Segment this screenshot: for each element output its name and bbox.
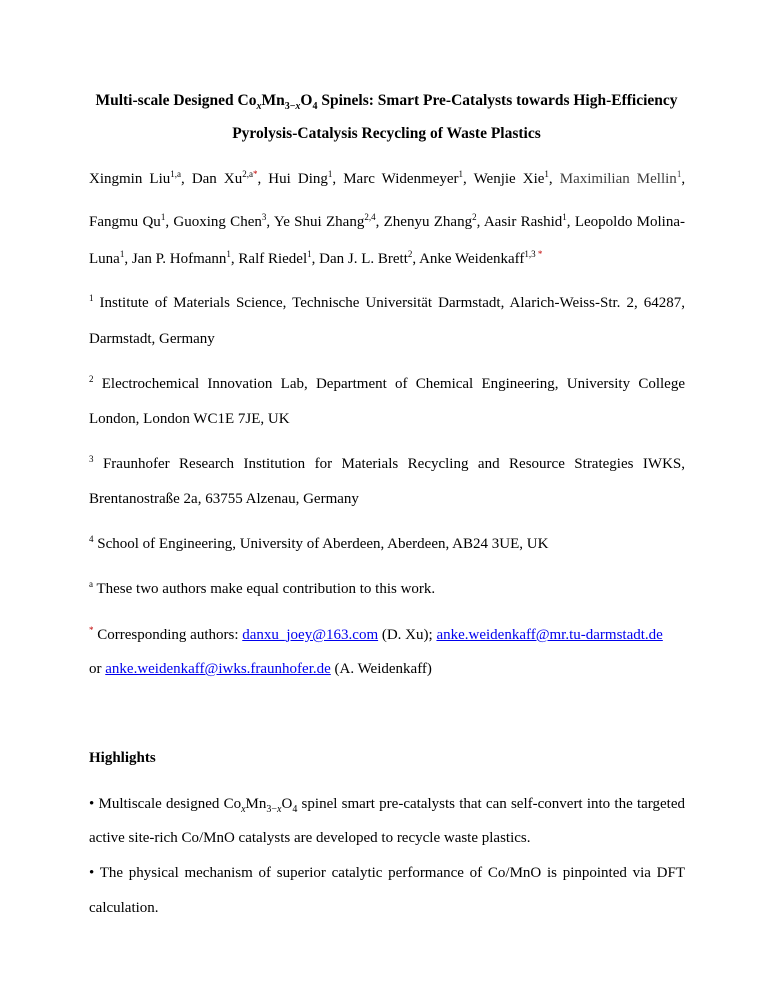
author-name: Dan Xu <box>191 171 243 187</box>
author-name: Guoxing Chen <box>173 214 262 230</box>
author-name: Jan P. Hofmann <box>131 251 227 267</box>
author-name: Marc Widenmeyer <box>343 171 459 187</box>
email-link-weidenkaff-tu[interactable]: anke.weidenkaff@mr.tu-darmstadt.de <box>436 627 663 643</box>
author-list-line-2: Fangmu Qu$^1$, Guoxing Chen$^3$, Ye Shui Zhang$^{2,4}$, Zhenyu Zhang$^2$, Aasir Rashid$^1$, Leopoldo Molina- <box>89 212 685 230</box>
author-name: Xingmin Liu <box>89 171 171 187</box>
author-name: Leopoldo Molina- <box>574 214 685 230</box>
author-name: Aasir Rashid <box>483 214 563 230</box>
highlight-2: • The physical mechanism of superior catalytic performance of Co/MnO is pinpointed via DFT <box>89 865 685 881</box>
author-list-line-3: Luna$^1$, Jan P. Hofmann$^1$, Ralf Riedel$^1$, Dan J. L. Brett$^2$, Anke Weidenkaff$^{1,3 *}$ <box>89 249 543 267</box>
corresponding-star: * <box>252 169 258 179</box>
corresponding-authors-cont: or anke.weidenkaff@iwks.fraunhofer.de (A. Weidenkaff) <box>89 661 432 677</box>
affiliation-3: $^3$ Fraunhofer Research Institution for Materials Recycling and Resource Strategies IWKS, <box>89 454 685 472</box>
corresponding-star: * <box>89 625 94 635</box>
affiliation-1: $^1$ Institute of Materials Science, Technische Universität Darmstadt, Alarich-Weiss-Str. 2, 64287, <box>89 293 685 311</box>
affiliation-1-cont: Darmstadt, Germany <box>89 331 215 347</box>
author-name: Ye Shui Zhang <box>273 214 365 230</box>
affiliation-2: $^2$ Electrochemical Innovation Lab, Department of Chemical Engineering, University College <box>89 374 685 392</box>
author-name: Zhenyu Zhang <box>383 214 473 230</box>
author-name: Luna <box>89 251 120 267</box>
highlight-1-cont: active site-rich Co/MnO catalysts are developed to recycle waste plastics. <box>89 830 531 846</box>
author-name: Hui Ding <box>268 171 328 187</box>
highlight-2-cont: calculation. <box>89 900 159 916</box>
corresponding-star: * <box>537 249 543 259</box>
highlight-1: • Multiscale designed $Co_xMn_{3-x}O_4$ spinel smart pre-catalysts that can self-convert into the targeted <box>89 796 685 815</box>
highlights-heading: Highlights <box>89 750 156 766</box>
author-name: Fangmu Qu <box>89 214 161 230</box>
author-name: Maximilian Mellin$^1$ <box>559 169 682 187</box>
author-name: Ralf Riedel <box>238 251 308 267</box>
affiliation-2-cont: London, London WC1E 7JE, UK <box>89 411 290 427</box>
paper-title-line-1: Multi-scale Designed $Co_xMn_{3-x}O_4$ Spinels: Smart Pre-Catalysts towards High-Efficiency <box>95 92 678 113</box>
affiliation-3-cont: Brentanostraße 2a, 63755 Alzenau, Germany <box>89 491 359 507</box>
email-link-weidenkaff-iwks[interactable]: anke.weidenkaff@iwks.fraunhofer.de <box>105 661 331 677</box>
author-name: Wenjie Xie <box>473 171 545 187</box>
email-link-xu[interactable]: danxu_joey@163.com <box>242 627 379 643</box>
paper-title-line-2: Pyrolysis-Catalysis Recycling of Waste Plastics <box>232 125 541 142</box>
affiliation-4: $^4$ School of Engineering, University of Aberdeen, Aberdeen, AB24 3UE, UK <box>89 534 549 552</box>
author-name: Dan J. L. Brett <box>319 251 408 267</box>
equal-contribution-note: $^a$ These two authors make equal contribution to this work. <box>89 579 436 597</box>
author-list-line-1: Xingmin Liu$^{1,a}$, Dan $Xu^{2,a*}$, Hui Ding$^1$, Marc Widenmeyer$^1$, Wenjie Xie$^1$, Maximilian Mellin$^1$, <box>89 169 686 187</box>
author-name: Anke Weidenkaff <box>419 251 525 267</box>
corresponding-authors: * Corresponding authors: danxu_joey@163.com (D. Xu); anke.weidenkaff@mr.tu-darmstadt.de <box>89 625 663 643</box>
